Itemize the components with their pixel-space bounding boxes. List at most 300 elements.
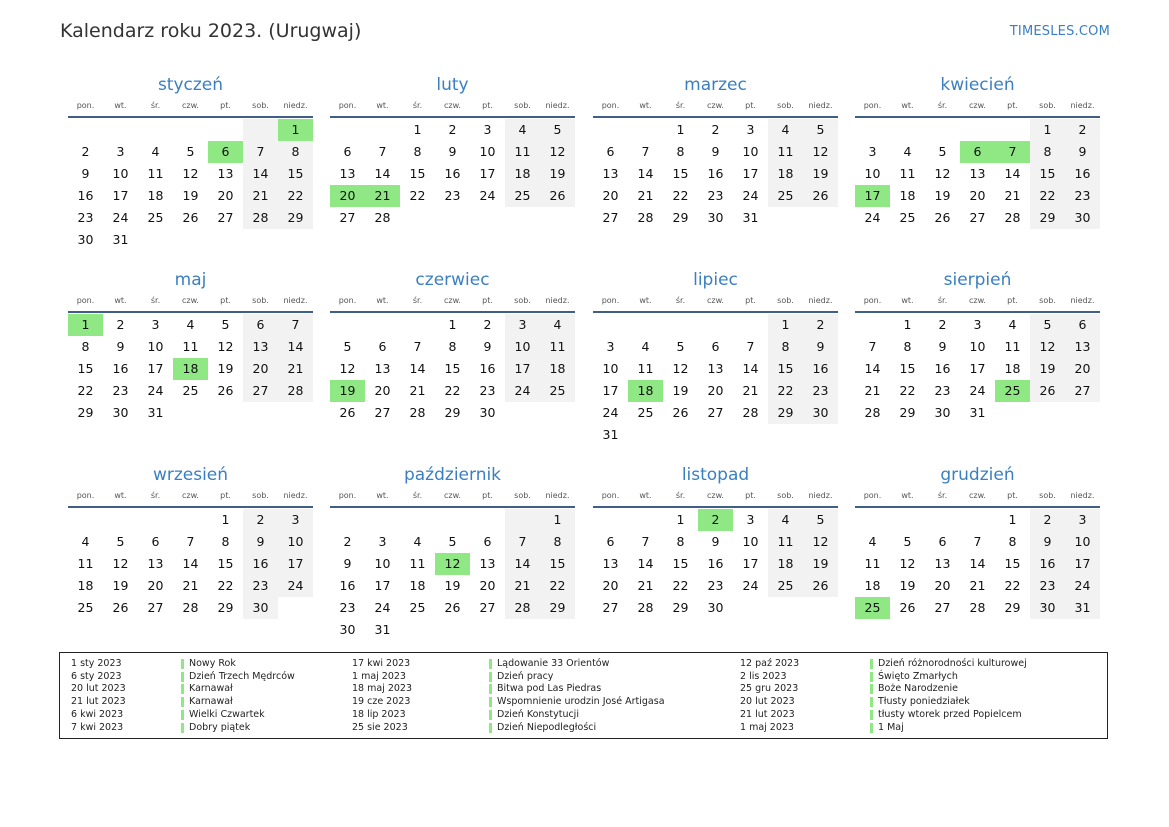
day-cell: 30: [934, 405, 951, 420]
day-cell: 25: [77, 600, 94, 615]
weekday-label: czw.: [444, 296, 461, 305]
weekday-label: czw.: [969, 101, 986, 110]
weekday-label: pt.: [1007, 491, 1018, 500]
month-divider: [330, 311, 575, 313]
weekday-header: [593, 292, 838, 310]
empty-cell: [173, 402, 208, 424]
day-cell: 5: [938, 144, 947, 159]
day-cell: 27: [217, 210, 234, 225]
legend-holiday-name: Lądowanie 33 Orientów: [497, 658, 610, 669]
day-cell: 16: [77, 188, 94, 203]
day-cell: 19: [672, 383, 689, 398]
day-cell: 1: [1008, 512, 1017, 527]
weekday-label: niedz.: [1070, 101, 1095, 110]
day-cell: 10: [278, 531, 313, 553]
day-cell: 5: [803, 119, 838, 141]
day-cell: 9: [243, 531, 278, 553]
day-cell: 2: [116, 317, 125, 332]
weekday-label: czw.: [182, 296, 199, 305]
day-cell: 11: [182, 339, 199, 354]
day-cell: 10: [602, 361, 619, 376]
legend-date: 12 paź 2023: [740, 658, 800, 669]
empty-cell: [173, 119, 208, 141]
empty-cell: [243, 119, 278, 141]
day-cell: 18: [147, 188, 164, 203]
day-cell: 11: [540, 336, 575, 358]
day-cell: 9: [483, 339, 492, 354]
empty-cell: [960, 509, 995, 531]
weekday-label: niedz.: [1070, 296, 1095, 305]
day-cell: 16: [707, 166, 724, 181]
empty-cell: [698, 424, 733, 446]
month-divider: [593, 116, 838, 118]
day-cell: 21: [278, 358, 313, 380]
holiday-marker: [870, 710, 873, 720]
day-cell: 11: [768, 531, 803, 553]
day-cell: 20: [479, 578, 496, 593]
day-cell: 21: [637, 578, 654, 593]
day-cell: 17: [505, 358, 540, 380]
day-cell: 3: [746, 122, 755, 137]
day-cell: 31: [969, 405, 986, 420]
day-grid: [330, 314, 575, 424]
day-cell: 3: [483, 122, 492, 137]
month-block: [68, 269, 313, 424]
weekday-label: sob.: [777, 101, 794, 110]
day-cell: 4: [540, 314, 575, 336]
weekday-label: pt.: [745, 296, 756, 305]
weekday-label: sob.: [777, 491, 794, 500]
day-cell: 26: [444, 600, 461, 615]
weekday-header: [593, 487, 838, 505]
empty-cell: [278, 402, 313, 424]
day-cell: 3: [973, 317, 982, 332]
day-cell: 4: [413, 534, 422, 549]
weekday-label: czw.: [969, 491, 986, 500]
day-cell: 5: [903, 534, 912, 549]
empty-cell: [698, 314, 733, 336]
empty-cell: [540, 619, 575, 641]
legend-holiday-name: Bitwa pod Las Piedras: [497, 683, 602, 695]
weekday-label: czw.: [707, 101, 724, 110]
day-cell: 9: [938, 339, 947, 354]
weekday-label: sob.: [514, 491, 531, 500]
day-cell: 12: [217, 339, 234, 354]
day-cell: 12: [112, 556, 129, 571]
weekday-label: pon.: [601, 491, 620, 500]
weekday-header: [330, 97, 575, 115]
day-cell: 9: [448, 144, 457, 159]
day-cell: 19: [217, 361, 234, 376]
holiday-day-cell: 25: [855, 597, 890, 619]
day-cell: 7: [378, 144, 387, 159]
holiday-marker: [870, 672, 873, 682]
day-cell: 11: [637, 361, 654, 376]
day-cell: 16: [243, 553, 278, 575]
day-cell: 24: [479, 188, 496, 203]
empty-cell: [365, 314, 400, 336]
month-block: [593, 464, 838, 619]
day-cell: 25: [768, 185, 803, 207]
day-cell: 14: [505, 553, 540, 575]
day-cell: 16: [479, 361, 496, 376]
day-cell: 2: [1065, 119, 1100, 141]
day-cell: 10: [742, 144, 759, 159]
day-cell: 31: [602, 427, 619, 442]
day-cell: 27: [602, 600, 619, 615]
weekday-label: wt.: [639, 101, 652, 110]
empty-cell: [103, 509, 138, 531]
day-cell: 7: [641, 144, 650, 159]
day-cell: 29: [899, 405, 916, 420]
day-grid: [68, 509, 313, 619]
weekday-label: pon.: [601, 296, 620, 305]
legend-date: 21 lut 2023: [740, 708, 795, 720]
empty-cell: [628, 314, 663, 336]
day-cell: 19: [182, 188, 199, 203]
weekday-label: pt.: [745, 101, 756, 110]
day-cell: 23: [707, 188, 724, 203]
day-cell: 7: [413, 339, 422, 354]
day-cell: 15: [77, 361, 94, 376]
day-cell: 1: [676, 512, 685, 527]
day-cell: 13: [339, 166, 356, 181]
day-cell: 29: [540, 597, 575, 619]
day-cell: 9: [711, 144, 720, 159]
legend-holiday-name: Dzień Trzech Mędrców: [189, 670, 295, 682]
empty-cell: [505, 619, 540, 641]
day-cell: 13: [374, 361, 391, 376]
empty-cell: [855, 509, 890, 531]
day-cell: 6: [938, 534, 947, 549]
holiday-day-cell: 2: [698, 509, 733, 531]
day-cell: 19: [444, 578, 461, 593]
month-block: [330, 464, 575, 641]
legend-row: [60, 722, 1107, 735]
legend-row: [60, 683, 1107, 696]
day-cell: 23: [243, 575, 278, 597]
weekday-label: wt.: [114, 101, 127, 110]
weekday-label: niedz.: [545, 491, 570, 500]
day-cell: 8: [413, 144, 422, 159]
day-cell: 8: [903, 339, 912, 354]
day-grid: [330, 509, 575, 641]
empty-cell: [68, 509, 103, 531]
weekday-label: wt.: [376, 296, 389, 305]
legend-date: 19 cze 2023: [352, 696, 411, 708]
day-cell: 14: [182, 556, 199, 571]
day-cell: 12: [540, 141, 575, 163]
day-cell: 23: [479, 383, 496, 398]
day-cell: 28: [1004, 210, 1021, 225]
day-cell: 17: [969, 361, 986, 376]
day-cell: 15: [217, 556, 234, 571]
day-cell: 4: [186, 317, 195, 332]
day-cell: 27: [147, 600, 164, 615]
day-cell: 15: [768, 358, 803, 380]
day-cell: 1: [540, 509, 575, 531]
empty-cell: [138, 119, 173, 141]
day-cell: 21: [742, 383, 759, 398]
day-cell: 31: [147, 405, 164, 420]
day-cell: 24: [602, 405, 619, 420]
legend-holiday-name: Dzień pracy: [497, 670, 554, 682]
page-title: Kalendarz roku 2023. (Urugwaj): [60, 20, 362, 42]
day-cell: 25: [637, 405, 654, 420]
legend-holiday-name: Dzień różnorodności kulturowej: [878, 658, 1027, 669]
day-cell: 10: [479, 144, 496, 159]
month-block: [68, 464, 313, 619]
day-cell: 11: [77, 556, 94, 571]
weekday-label: pt.: [745, 491, 756, 500]
day-cell: 3: [505, 314, 540, 336]
month-divider: [330, 506, 575, 508]
day-grid: [593, 314, 838, 446]
legend-date: 2 lis 2023: [740, 670, 787, 682]
empty-cell: [663, 424, 698, 446]
day-cell: 31: [742, 210, 759, 225]
day-cell: 23: [707, 578, 724, 593]
day-cell: 29: [77, 405, 94, 420]
weekday-label: czw.: [444, 101, 461, 110]
day-cell: 11: [505, 141, 540, 163]
day-cell: 30: [803, 402, 838, 424]
day-cell: 28: [409, 405, 426, 420]
empty-cell: [208, 402, 243, 424]
day-cell: 10: [505, 336, 540, 358]
day-cell: 18: [1004, 361, 1021, 376]
day-cell: 22: [77, 383, 94, 398]
day-grid: [855, 119, 1100, 229]
day-cell: 3: [116, 144, 125, 159]
legend-holiday-name: Święto Zmarłych: [878, 670, 958, 682]
legend-date: 20 lut 2023: [740, 696, 795, 708]
empty-cell: [995, 402, 1030, 424]
month-block: [593, 74, 838, 229]
day-cell: 15: [1004, 556, 1021, 571]
day-cell: 28: [637, 600, 654, 615]
day-cell: 23: [112, 383, 129, 398]
month-name: grudzień: [940, 465, 1015, 485]
day-cell: 4: [768, 509, 803, 531]
day-cell: 26: [217, 383, 234, 398]
day-cell: 3: [746, 512, 755, 527]
month-block: [855, 74, 1100, 229]
weekday-label: śr.: [150, 491, 161, 500]
holiday-day-cell: 18: [628, 380, 663, 402]
day-cell: 8: [448, 339, 457, 354]
day-cell: 8: [540, 531, 575, 553]
weekday-label: pt.: [482, 491, 493, 500]
empty-cell: [768, 424, 803, 446]
weekday-label: pon.: [338, 296, 357, 305]
day-cell: 14: [374, 166, 391, 181]
day-cell: 12: [803, 531, 838, 553]
day-cell: 11: [147, 166, 164, 181]
day-cell: 21: [637, 188, 654, 203]
weekday-label: wt.: [901, 101, 914, 110]
day-cell: 13: [602, 556, 619, 571]
day-cell: 2: [1030, 509, 1065, 531]
day-cell: 27: [479, 600, 496, 615]
day-cell: 16: [707, 556, 724, 571]
day-cell: 7: [868, 339, 877, 354]
day-grid: [855, 314, 1100, 424]
holiday-marker: [870, 697, 873, 707]
day-cell: 8: [768, 336, 803, 358]
day-cell: 4: [903, 144, 912, 159]
day-cell: 9: [1030, 531, 1065, 553]
legend-holiday-name: Karnawał: [189, 696, 233, 708]
empty-cell: [925, 119, 960, 141]
day-cell: 6: [378, 339, 387, 354]
day-cell: 9: [81, 166, 90, 181]
empty-cell: [628, 509, 663, 531]
day-cell: 27: [602, 210, 619, 225]
weekday-label: sob.: [1039, 101, 1056, 110]
month-divider: [68, 506, 313, 508]
day-cell: 25: [505, 185, 540, 207]
weekday-label: sob.: [252, 296, 269, 305]
weekday-label: wt.: [376, 491, 389, 500]
day-cell: 10: [969, 339, 986, 354]
empty-cell: [470, 619, 505, 641]
holiday-marker: [870, 659, 873, 669]
weekday-label: pt.: [482, 101, 493, 110]
day-cell: 23: [934, 383, 951, 398]
empty-cell: [540, 207, 575, 229]
holiday-day-cell: 12: [435, 553, 470, 575]
day-cell: 17: [1065, 553, 1100, 575]
day-cell: 6: [606, 534, 615, 549]
day-cell: 28: [637, 210, 654, 225]
empty-cell: [365, 509, 400, 531]
day-cell: 18: [768, 163, 803, 185]
day-cell: 8: [1008, 534, 1017, 549]
legend-date: 18 lip 2023: [352, 708, 406, 720]
day-cell: 25: [147, 210, 164, 225]
day-cell: 2: [711, 122, 720, 137]
legend-date: 25 sie 2023: [352, 721, 408, 733]
legend-holiday-name: Tłusty poniedziałek: [878, 696, 970, 708]
weekday-label: sob.: [1039, 296, 1056, 305]
weekday-label: wt.: [639, 491, 652, 500]
weekday-label: śr.: [675, 296, 686, 305]
empty-cell: [173, 229, 208, 251]
day-cell: 13: [147, 556, 164, 571]
day-cell: 27: [969, 210, 986, 225]
day-cell: 5: [676, 339, 685, 354]
day-cell: 24: [147, 383, 164, 398]
weekday-label: czw.: [182, 101, 199, 110]
weekday-label: niedz.: [1070, 491, 1095, 500]
day-cell: 3: [151, 317, 160, 332]
day-cell: 28: [969, 600, 986, 615]
day-cell: 13: [243, 336, 278, 358]
brand-link[interactable]: TIMESLES.COM: [1009, 24, 1110, 39]
holiday-day-cell: 6: [960, 141, 995, 163]
day-cell: 21: [409, 383, 426, 398]
day-cell: 21: [969, 578, 986, 593]
weekday-label: śr.: [150, 101, 161, 110]
day-cell: 22: [672, 188, 689, 203]
month-name: kwiecień: [940, 75, 1015, 95]
day-cell: 27: [374, 405, 391, 420]
day-cell: 21: [864, 383, 881, 398]
legend-holiday-name: Karnawał: [189, 683, 233, 695]
empty-cell: [400, 314, 435, 336]
day-cell: 26: [339, 405, 356, 420]
empty-cell: [278, 229, 313, 251]
weekday-label: niedz.: [283, 491, 308, 500]
day-cell: 14: [637, 166, 654, 181]
holiday-day-cell: 21: [365, 185, 400, 207]
holiday-day-cell: 18: [173, 358, 208, 380]
day-cell: 10: [374, 556, 391, 571]
weekday-label: pt.: [220, 101, 231, 110]
day-cell: 18: [899, 188, 916, 203]
day-cell: 9: [343, 556, 352, 571]
month-block: [855, 464, 1100, 619]
day-cell: 28: [243, 207, 278, 229]
day-cell: 20: [602, 578, 619, 593]
day-cell: 4: [1008, 317, 1017, 332]
day-cell: 11: [864, 556, 881, 571]
month-name: styczeń: [157, 75, 224, 95]
day-cell: 10: [742, 534, 759, 549]
day-cell: 24: [742, 578, 759, 593]
empty-cell: [855, 119, 890, 141]
legend-holiday-name: Dzień Niepodległości: [497, 721, 597, 733]
legend-row: [60, 696, 1107, 709]
empty-cell: [890, 119, 925, 141]
weekday-label: czw.: [707, 491, 724, 500]
day-cell: 12: [339, 361, 356, 376]
day-cell: 4: [768, 119, 803, 141]
day-cell: 18: [409, 578, 426, 593]
day-cell: 13: [602, 166, 619, 181]
holiday-day-cell: 1: [278, 119, 313, 141]
empty-cell: [768, 207, 803, 229]
weekday-label: pt.: [220, 296, 231, 305]
day-cell: 6: [711, 339, 720, 354]
weekday-label: wt.: [901, 491, 914, 500]
day-cell: 30: [1065, 207, 1100, 229]
empty-cell: [593, 119, 628, 141]
day-cell: 18: [864, 578, 881, 593]
empty-cell: [925, 509, 960, 531]
month-divider: [855, 116, 1100, 118]
day-cell: 28: [182, 600, 199, 615]
day-cell: 24: [864, 210, 881, 225]
day-cell: 17: [602, 383, 619, 398]
legend-date: 1 maj 2023: [352, 670, 406, 682]
day-cell: 20: [969, 188, 986, 203]
weekday-label: sob.: [514, 296, 531, 305]
holiday-day-cell: 20: [330, 185, 365, 207]
month-block: [330, 269, 575, 424]
holiday-day-cell: 7: [995, 141, 1030, 163]
weekday-label: czw.: [969, 296, 986, 305]
day-cell: 7: [243, 141, 278, 163]
month-divider: [593, 311, 838, 313]
weekday-label: pon.: [863, 101, 882, 110]
holiday-day-cell: 1: [68, 314, 103, 336]
day-cell: 13: [217, 166, 234, 181]
day-cell: 5: [116, 534, 125, 549]
day-cell: 20: [1065, 358, 1100, 380]
day-cell: 24: [374, 600, 391, 615]
